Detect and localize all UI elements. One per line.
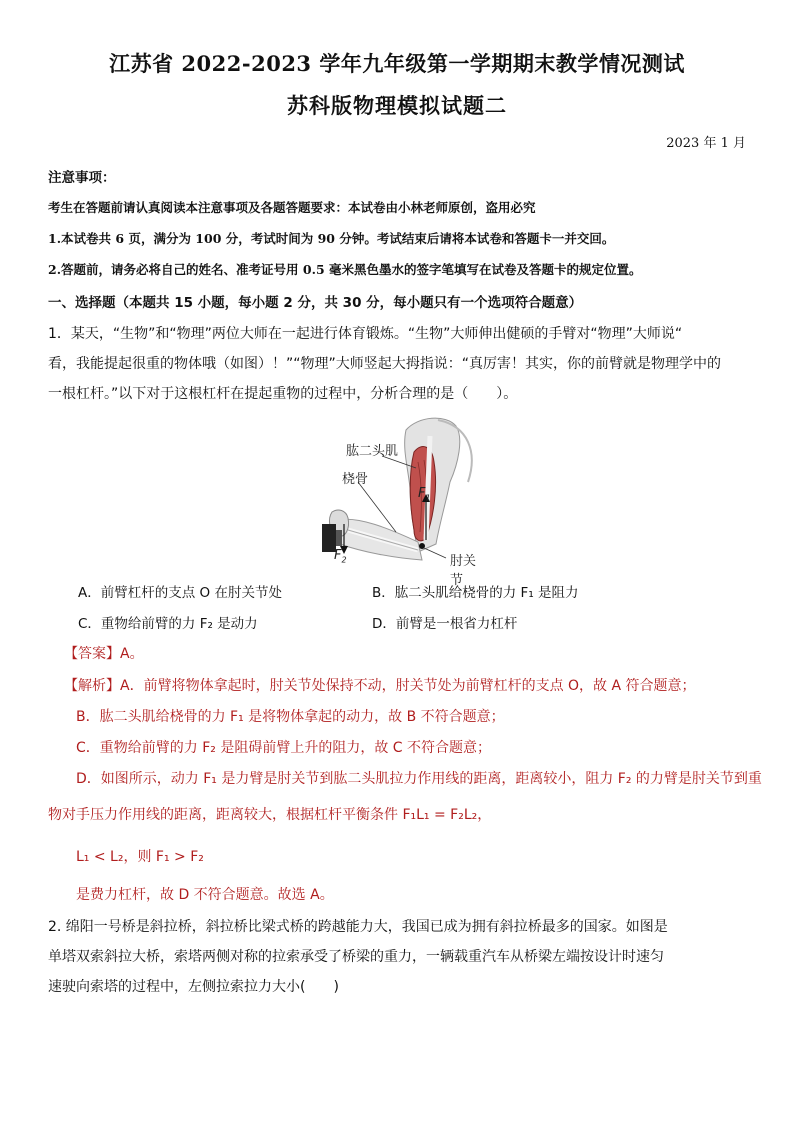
exam-date: 2023 年 1 月 xyxy=(666,136,746,151)
q1-stem-line-2: 看，我能提起很重的物体哦（如图）！”“物理”大师竖起大拇指说：“真厉害！其实，你的前臂就是物理学中的 xyxy=(48,356,722,372)
q2-stem-line-3: 速驶向索塔的过程中，左侧拉索拉力大小( ) xyxy=(48,979,339,995)
q1-stem-line-1: 1．某天，“生物”和“物理”两位大师在一起进行体育锻炼。“生物”大师伸出健硕的手臂对“物理”大师说“ xyxy=(48,326,683,342)
q1-option-c: C．重物给前臂的力 F₂ 是动力 xyxy=(78,616,258,632)
q1-analysis-d4: 是费力杠杆，故 D 不符合题意。故选 A。 xyxy=(76,887,334,903)
q1-analysis-d1: D．如图所示，动力 F₁ 是力臂是肘关节到肱二头肌拉力作用线的距离，距离较小，阻力 F₂ 的力臂是肘关节到重 xyxy=(76,771,762,787)
q1-analysis-b: B．肱二头肌给桡骨的力 F₁ 是将物体拿起的动力，故 B 不符合题意； xyxy=(76,709,505,725)
q1-analysis-d3: L₁ < L₂，则 F₁ > F₂ xyxy=(76,849,204,865)
exam-subtitle: 苏科版物理模拟试题二 xyxy=(287,93,507,118)
q1-answer: 【答案】A。 xyxy=(64,646,144,662)
notice-heading: 注意事项： xyxy=(48,170,116,186)
section-heading: 一、选择题（本题共 15 小题，每小题 2 分，共 30 分，每小题只有一个选项符合题意） xyxy=(48,295,583,311)
q2-stem-line-2: 单塔双索斜拉大桥，索塔两侧对称的拉索承受了桥梁的重力，一辆载重汽车从桥梁左端按设计时速匀 xyxy=(48,949,664,965)
notice-line-0: 考生在答题前请认真阅读本注意事项及各题答题要求：本试卷由小林老师原创，盗用必究 xyxy=(48,200,536,215)
label-biceps: 肱二头肌 xyxy=(346,444,399,459)
q1-analysis-c: C．重物给前臂的力 F₂ 是阻碍前臂上升的阻力，故 C 不符合题意； xyxy=(76,740,492,756)
q1-option-b: B．肱二头肌给桡骨的力 F₁ 是阻力 xyxy=(372,585,579,601)
label-f1: $F_1$ xyxy=(418,486,431,503)
q1-analysis-a: 【解析】A．前臂将物体拿起时，肘关节处保持不动，肘关节处为前臂杠杆的支点 O，故 A 符合题意； xyxy=(64,678,696,694)
arm-lever-figure xyxy=(318,412,488,588)
q2-stem-line-1: 2. 绵阳一号桥是斜拉桥，斜拉桥比梁式桥的跨越能力大，我国已成为拥有斜拉桥最多的国家。如图是 xyxy=(48,919,668,935)
q1-option-a: A．前臂杠杆的支点 O 在肘关节处 xyxy=(78,585,282,601)
notice-line-2: 2.答题前，请务必将自己的姓名、准考证号用 0.5 毫米黑色墨水的签字笔填写在试卷及答题卡的规定位置。 xyxy=(48,262,642,277)
exam-title: 江苏省 2022-2023 学年九年级第一学期期末教学情况测试 xyxy=(109,51,685,76)
label-radius: 桡骨 xyxy=(342,472,369,487)
label-f2: $F_2$ xyxy=(334,548,347,565)
q1-stem-line-3: 一根杠杆。”以下对于这根杠杆在提起重物的过程中，分析合理的是（ ）。 xyxy=(48,386,518,402)
notice-line-1: 1.本试卷共 6 页，满分为 100 分，考试时间为 90 分钟。考试结束后请将本试卷和答题卡一并交回。 xyxy=(48,231,615,246)
q1-analysis-d2: 物对手压力作用线的距离，距离较大，根据杠杆平衡条件 F₁L₁ = F₂L₂， xyxy=(48,807,492,823)
q1-option-d: D．前臂是一根省力杠杆 xyxy=(372,616,518,632)
label-elbow: 肘关节 xyxy=(450,554,477,588)
